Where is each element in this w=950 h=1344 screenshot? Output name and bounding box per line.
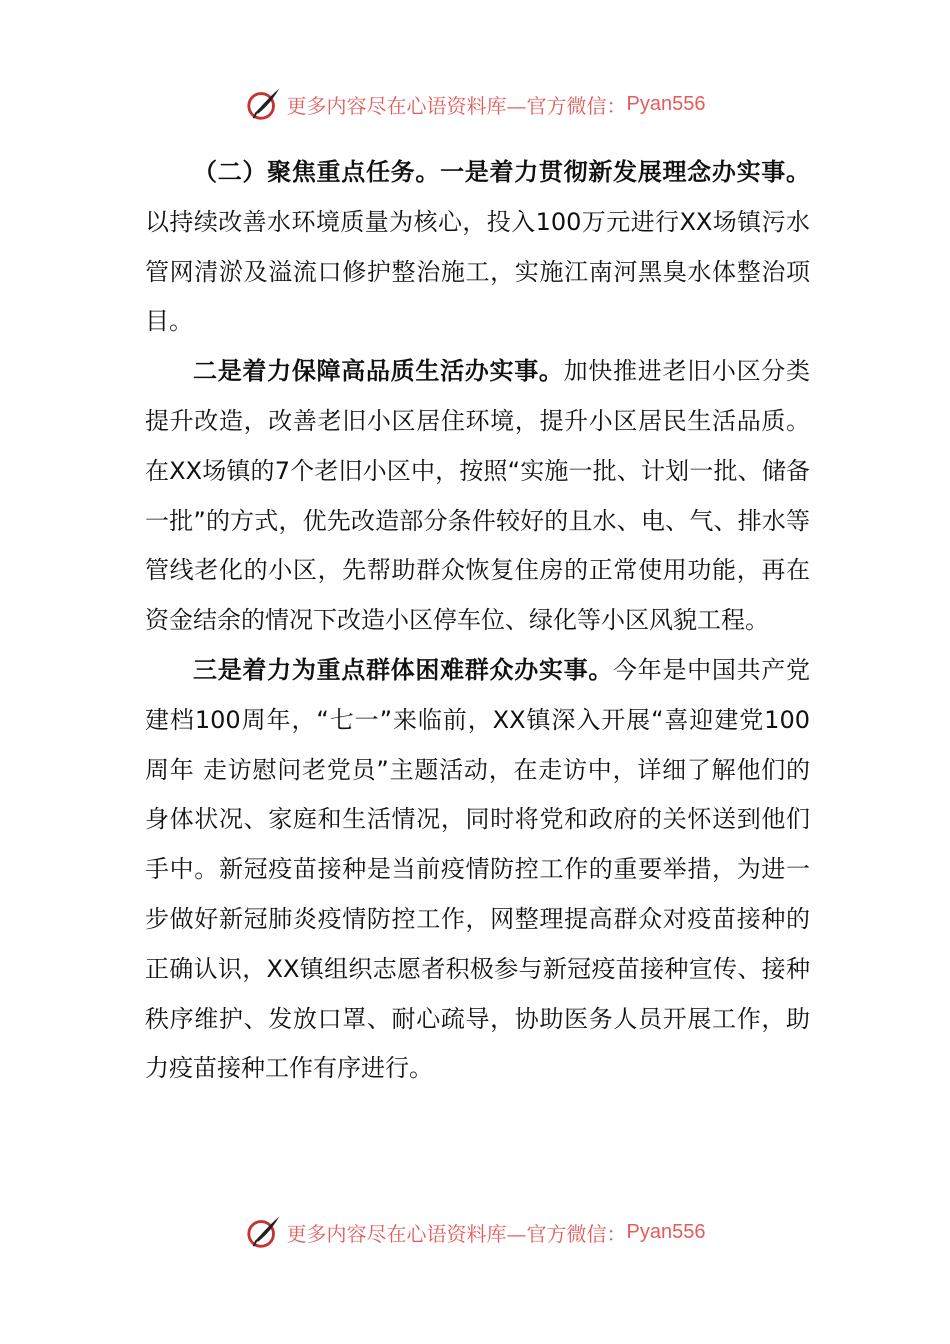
banner-wechat-id: Pyan556 (626, 1220, 706, 1243)
paragraph-2-heading: 二是着力保障高品质生活办实事。 (193, 357, 564, 386)
document-body (145, 148, 810, 1094)
banner-wechat-id: Pyan556 (626, 92, 706, 115)
paragraph-2 (145, 347, 810, 646)
quill-logo-icon (245, 85, 283, 123)
paragraph-3-heading: 三是着力为重点群体困难群众办实事。 (193, 655, 614, 684)
footer-banner (0, 1210, 950, 1254)
quill-logo-icon (245, 1213, 283, 1251)
header-banner (0, 82, 950, 126)
paragraph-3-text: 今年是中国共产党建档100周年，“七一”来临前，XX镇深入开展“喜迎建党100周年 走访慰问老党员”主题活动，在走访中，详细了解他们的身体状况、家庭和生活情况，同时将党和政府的关怀送到他们手中。新冠疫苗接种是当前疫情防控工作的重要举措，为进一步做好新冠肺炎疫情防控工作，网整理提高群众对疫苗接种的正确认识，XX镇组织志愿者积极参与新冠疫苗接种宣传、接种秩序维护、发放口罩、耐心疏导，协助医务人员开展工作，助力疫苗接种工作有序进行。 (145, 655, 811, 1083)
paragraph-1-heading: （二）聚焦重点任务。一是着力贯彻新发展理念办实事。 (193, 158, 810, 186)
banner-text: 更多内容尽在心语资料库—官方微信： (286, 1221, 627, 1246)
paragraph-2-text: 加快推进老旧小区分类提升改造，改善老旧小区居住环境，提升小区居民生活品质。在XX场镇的7个老旧小区中，按照“实施一批、计划一批、储备一批”的方式，优先改造部分条件较好的且水、电、气、排水等管线老化的小区，先帮助群众恢复住房的正常使用功能，再在资金结余的情况下改造小区停车位、绿化等小区风貌工程。 (145, 357, 810, 635)
banner-text: 更多内容尽在心语资料库—官方微信： (286, 93, 627, 118)
paragraph-1 (145, 148, 810, 347)
paragraph-3 (145, 646, 810, 1094)
paragraph-1-text: 以持续改善水环境质量为核心，投入100万元进行XX场镇污水管网清淤及溢流口修护整治施工，实施江南河黑臭水体整治项目。 (145, 207, 810, 336)
